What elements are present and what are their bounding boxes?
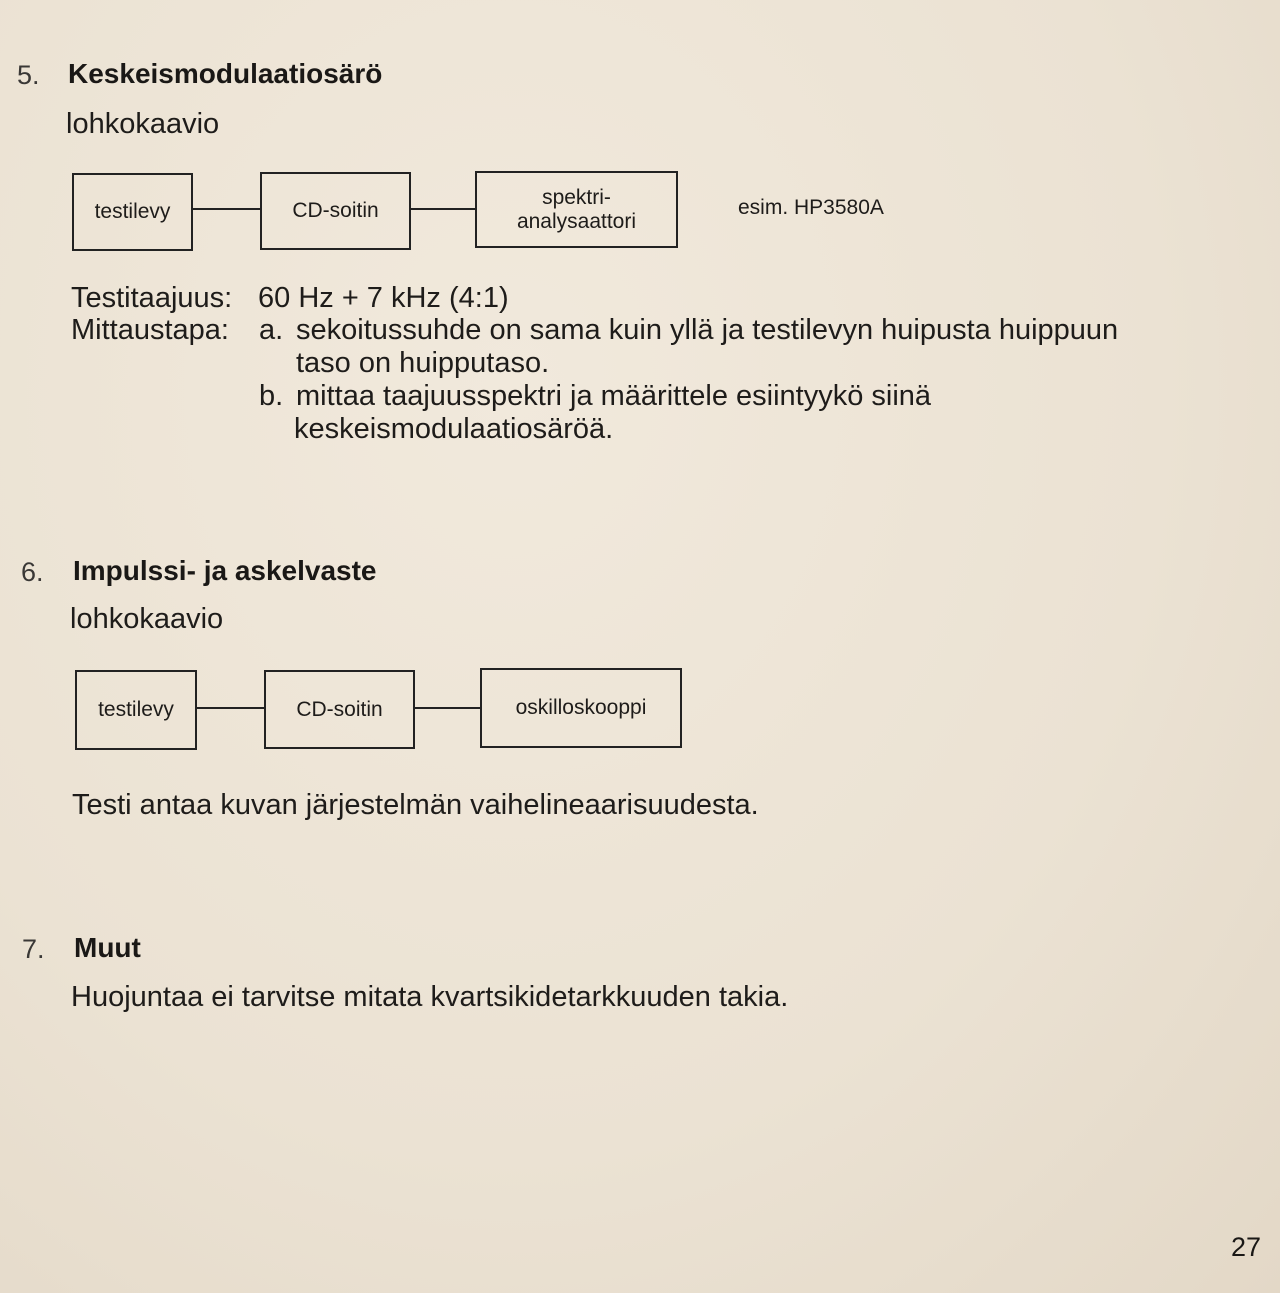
section-5-number: 5. <box>17 60 40 90</box>
diagram-connector <box>193 208 260 210</box>
diagram-box-cd-player <box>264 670 415 749</box>
diagram-connector <box>415 707 480 709</box>
section-7-number: 7. <box>22 934 45 964</box>
test-frequency-value: 60 Hz + 7 kHz (4:1) <box>258 282 509 314</box>
diagram-box-test-disc <box>75 670 197 750</box>
diagram-connector <box>197 707 264 709</box>
diagram-box-spectrum-analyzer <box>475 171 678 248</box>
diagram-box-label: testilevy <box>94 200 171 223</box>
page-number: 27 <box>1231 1232 1262 1262</box>
diagram-box-label: spektri- <box>542 185 611 209</box>
item-b-line-1: mittaa taajuusspektri ja määrittele esiintyykö siinä <box>296 380 932 412</box>
diagram-box-test-disc <box>72 173 193 251</box>
item-b-marker: b. <box>259 380 284 412</box>
test-frequency-label: Testitaajuus: <box>71 282 233 314</box>
diagram-box-label: CD-soitin <box>296 697 383 721</box>
diagram-box-label: oskilloskooppi <box>515 696 647 719</box>
diagram-box-label: CD-soitin <box>292 199 379 222</box>
diagram-connector <box>411 208 475 210</box>
section-5-subtitle: lohkokaavio <box>66 108 220 140</box>
item-a-line-1: sekoitussuhde on sama kuin yllä ja testilevyn huipusta huippuun <box>296 314 1119 346</box>
item-b-line-2: keskeismodulaatiosäröä. <box>294 413 614 445</box>
section-6-title: Impulssi- ja askelvaste <box>73 555 377 586</box>
section-6-number: 6. <box>21 557 44 587</box>
section-5-title: Keskeismodulaatiosärö <box>68 58 383 89</box>
diagram-box-cd-player <box>260 172 411 250</box>
section-6-text: Testi antaa kuvan järjestelmän vaihelineaarisuudesta. <box>72 789 759 821</box>
section-6-subtitle: lohkokaavio <box>70 603 224 635</box>
measurement-method-label: Mittaustapa: <box>71 314 229 346</box>
item-a-line-2: taso on huipputaso. <box>296 347 550 379</box>
section-7-text: Huojuntaa ei tarvitse mitata kvartsikidetarkkuuden takia. <box>71 981 789 1013</box>
diagram-box-oscilloscope <box>480 668 682 748</box>
diagram-note: esim. HP3580A <box>738 196 884 219</box>
diagram-box-label: analysaattori <box>516 209 637 233</box>
diagram-box-label: testilevy <box>98 698 174 721</box>
section-7-title: Muut <box>74 932 141 963</box>
item-a-marker: a. <box>259 314 284 346</box>
